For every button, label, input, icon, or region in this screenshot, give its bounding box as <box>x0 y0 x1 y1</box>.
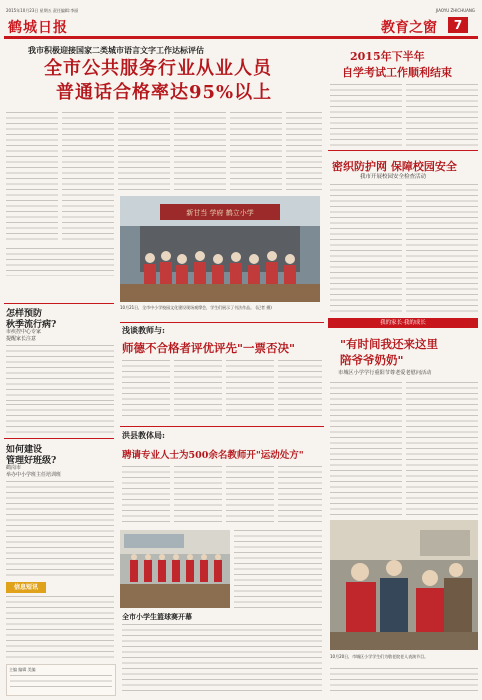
svg-text:新甘当 学府 鹤立小学: 新甘当 学府 鹤立小学 <box>186 209 254 217</box>
right-top-headline2: 自学考试工作顺利结束 <box>342 66 452 79</box>
left-story2-sub1: 鹤岗市 <box>6 465 22 471</box>
news-brief-label: 信息短讯 <box>13 584 38 591</box>
basketball-photo-svg <box>120 530 230 608</box>
right-feature-headline2: 陪爷爷奶奶" <box>340 353 404 367</box>
lead-photo-credit: (记者 摄) <box>255 305 272 310</box>
right-feature-body-a <box>330 382 402 516</box>
editor-box-lines <box>10 675 112 691</box>
right-mid-body-a <box>330 184 402 312</box>
elderly-photo-svg <box>330 520 478 650</box>
basketball-photo <box>120 530 230 608</box>
left-story1-sub1: 市疾控中心专家 <box>6 329 42 335</box>
right-band-label: 我的家长·我的成长 <box>380 320 426 326</box>
left-story1-body <box>6 345 114 401</box>
left-story1-title: 怎样预防 <box>6 309 43 319</box>
right-top-body-a <box>330 84 402 146</box>
mid-body1-b <box>174 360 222 420</box>
lead-photo-caption-text: 10月21日，全市中小学校园文化建设现场观摩会，学生们展示了书法作品。 <box>120 305 255 310</box>
left-story1-title2: 秋季流行病? <box>6 320 57 330</box>
lead-body-col6 <box>286 112 322 192</box>
right-feature-sub: 市城区小学学行重阳节尊老爱老慰问活动 <box>338 370 432 376</box>
right-top-body-b <box>406 84 478 146</box>
lead-photo-svg <box>120 196 320 302</box>
lead-body-col7 <box>6 248 114 276</box>
left-story2-title2: 管理好班级? <box>6 456 57 466</box>
left-rule-2 <box>4 438 114 439</box>
small-photo-body <box>122 624 322 694</box>
mid-body1-c <box>226 360 274 420</box>
right-feature-headline1: "有时间我还来这里 <box>340 337 438 351</box>
lead-kicker: 我市积极迎接国家二类城市语言文字工作达标评估 <box>28 45 204 55</box>
lead-photo-caption <box>120 305 320 310</box>
right-feature-body-b <box>406 382 478 516</box>
left-rule-1 <box>4 303 114 304</box>
right-feature-caption: 10月20日，市城区小学学生们为敬老院老人表演节目。 <box>330 654 429 659</box>
right-mid-body-b <box>406 184 478 312</box>
page-number: 7 <box>453 18 463 32</box>
left-story2-body <box>6 481 114 577</box>
right-bottom-body <box>330 668 478 694</box>
mid-headline2: 聘请专业人士为500余名教师开"运动处方" <box>122 450 304 461</box>
lead-body-col1 <box>6 112 58 244</box>
lead-body-col5 <box>230 112 282 192</box>
left-story1-body-b <box>6 404 114 434</box>
lead-photo <box>120 196 320 302</box>
mid-body2-c <box>226 466 274 526</box>
right-mid-sub: 我市开展校园安全检查活动 <box>360 174 427 180</box>
mid-body2-a <box>122 466 170 526</box>
news-brief-tag <box>6 582 46 593</box>
right-mid-headline: 密织防护网 保障校园安全 <box>332 160 457 173</box>
right-top-headline1: 2015年下半年 <box>350 50 425 63</box>
header-pinyin: JIAOYU ZHICHUANG <box>435 8 475 13</box>
mid-body2-b <box>174 466 222 526</box>
lead-headline-2: 普通话合格率达95%以上 <box>56 82 273 103</box>
page-number-badge <box>448 17 468 33</box>
lead-body-col4 <box>174 112 226 192</box>
right-rule-1 <box>328 150 478 151</box>
mid-body2-e <box>234 530 322 608</box>
elderly-photo <box>330 520 478 650</box>
mid-body1-d <box>278 360 322 420</box>
left-brief-body <box>6 596 114 660</box>
lead-body-col3 <box>118 112 170 192</box>
editor-box-text: 主编 编辑 美编 <box>9 667 36 672</box>
editor-box <box>6 664 116 696</box>
mid-rule-1 <box>120 322 324 323</box>
issue-date: 2015年10月23日 星期五 责任编辑:李丽 <box>6 8 79 13</box>
small-photo-title: 全市小学生篮球赛开幕 <box>122 612 192 621</box>
right-band <box>328 318 478 328</box>
mid-col-title2: 洪县教体局: <box>122 430 165 440</box>
left-story2-sub2: 举办中小学班主任培训班 <box>6 472 62 478</box>
mid-body2-d <box>278 466 322 526</box>
mid-body1-a <box>122 360 170 420</box>
masthead-logo: 鹤城日报 <box>8 20 68 36</box>
lead-headline-1: 全市公共服务行业从业人员 <box>44 58 272 79</box>
section-title: 教育之窗 <box>381 20 437 36</box>
lead-body-col2 <box>62 112 114 244</box>
mid-headline1: 师德不合格者评优评先"一票否决" <box>122 341 295 355</box>
header-rule <box>4 36 478 39</box>
left-story1-sub2: 提醒家长注意 <box>6 336 37 342</box>
mid-rule-2 <box>120 426 324 427</box>
left-story2-title: 如何建设 <box>6 445 43 455</box>
mid-col-title1: 浅谈教师与: <box>122 325 165 335</box>
